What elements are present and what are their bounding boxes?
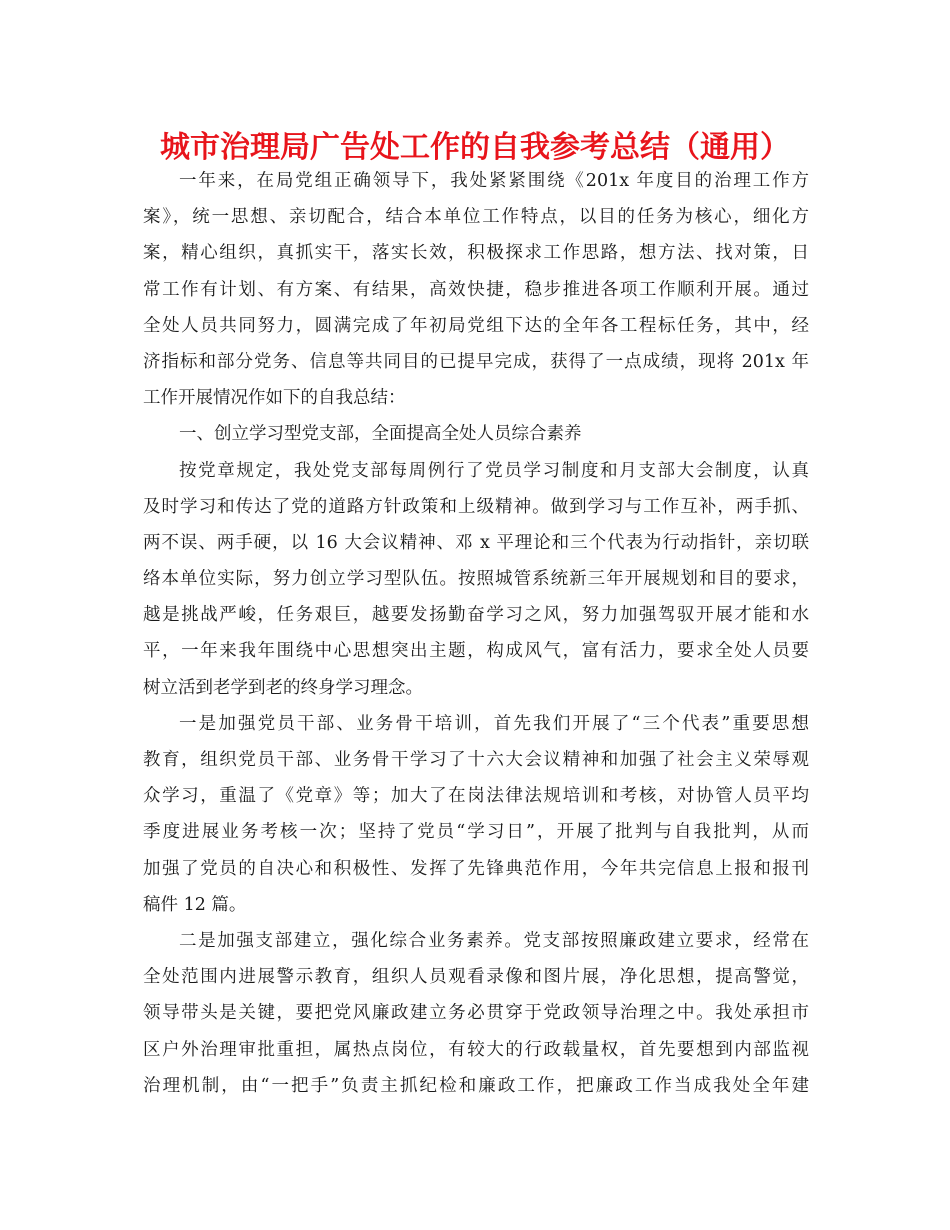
- body-text-line: 一、创立学习型党支部，全面提高全处人员综合素养: [179, 424, 582, 445]
- body-text-line: 平，一年来我年围绕中心思想突出主题，构成风气，富有活力，要求全处人员要: [143, 641, 809, 662]
- body-text-line: 二是加强支部建立，强化综合业务素养。党支部按照廉政建立要求，经常在: [179, 930, 809, 951]
- body-text-line: 案，精心组织，真抓实干，落实长效，积极探求工作思路，想方法、找对策，日: [143, 243, 809, 264]
- body-text-line: 越是挑战严峻，任务艰巨，越要发扬勤奋学习之风，努力加强驾驭开展才能和水: [143, 605, 809, 626]
- body-text-line: 按党章规定，我处党支部每周例行了党员学习制度和月支部大会制度，认真: [179, 460, 809, 481]
- document-body: [143, 163, 809, 1104]
- body-text-line: 季度进展业务考核一次；坚持了党员“学习日”，开展了批判与自我批判，从而: [143, 822, 809, 843]
- body-text-line: 全处范围内进展警示教育，组织人员观看录像和图片展，净化思想，提高警觉，: [143, 967, 809, 988]
- body-text-line: 工作开展情况作如下的自我总结：: [143, 388, 406, 409]
- body-text-line: 两不误、两手硬，以 16 大会议精神、邓 x 平理论和三个代表为行动指针，亲切联: [143, 532, 809, 553]
- body-text-line: 稿件 12 篇。: [143, 894, 247, 915]
- body-text-line: 众学习，重温了《党章》等；加大了在岗法律法规培训和考核，对协管人员平均: [143, 786, 809, 807]
- body-text-line: 案》，统一思想、亲切配合，结合本单位工作特点，以目的任务为核心，细化方: [143, 207, 809, 228]
- body-text-line: 治理机制，由“一把手”负责主抓纪检和廉政工作，把廉政工作当成我处全年建: [143, 1075, 809, 1096]
- body-text-line: 树立活到老学到老的终身学习理念。: [143, 677, 423, 698]
- body-text-line: 教育，组织党员干部、业务骨干学习了十六大会议精神和加强了社会主义荣辱观: [143, 750, 809, 770]
- body-text-line: 济指标和部分党务、信息等共同目的已提早完成，获得了一点成绩，现将 201x 年: [143, 351, 809, 372]
- body-text-line: 全处人员共同努力，圆满完成了年初局党组下达的全年各工程标任务，其中，经: [143, 315, 809, 336]
- body-text-line: 一是加强党员干部、业务骨干培训，首先我们开展了“三个代表”重要思想: [179, 713, 809, 734]
- body-text-line: 加强了党员的自决心和积极性、发挥了先锋典范作用，今年共完信息上报和报刊: [143, 858, 809, 879]
- body-text-line: 一年来，在局党组正确领导下，我处紧紧围绕《201x 年度目的治理工作方: [179, 171, 809, 191]
- body-text-line: 及时学习和传达了党的道路方针政策和上级精神。做到学习与工作互补，两手抓、: [143, 496, 809, 517]
- body-text-line: 领导带头是关键，要把党风廉政建立务必贯穿于党政领导治理之中。我处承担市: [143, 1003, 809, 1024]
- body-text-line: 区户外治理审批重担，属热点岗位，有较大的行政载量权，首先要想到内部监视: [143, 1039, 809, 1060]
- body-text-line: 络本单位实际，努力创立学习型队伍。按照城管系统新三年开展规划和目的要求，: [143, 569, 809, 590]
- body-text-line: 常工作有计划、有方案、有结果，高效快捷，稳步推进各项工作顺利开展。通过: [143, 279, 809, 300]
- document-title: 城市治理局广告处工作的自我参考总结（通用）: [160, 130, 790, 165]
